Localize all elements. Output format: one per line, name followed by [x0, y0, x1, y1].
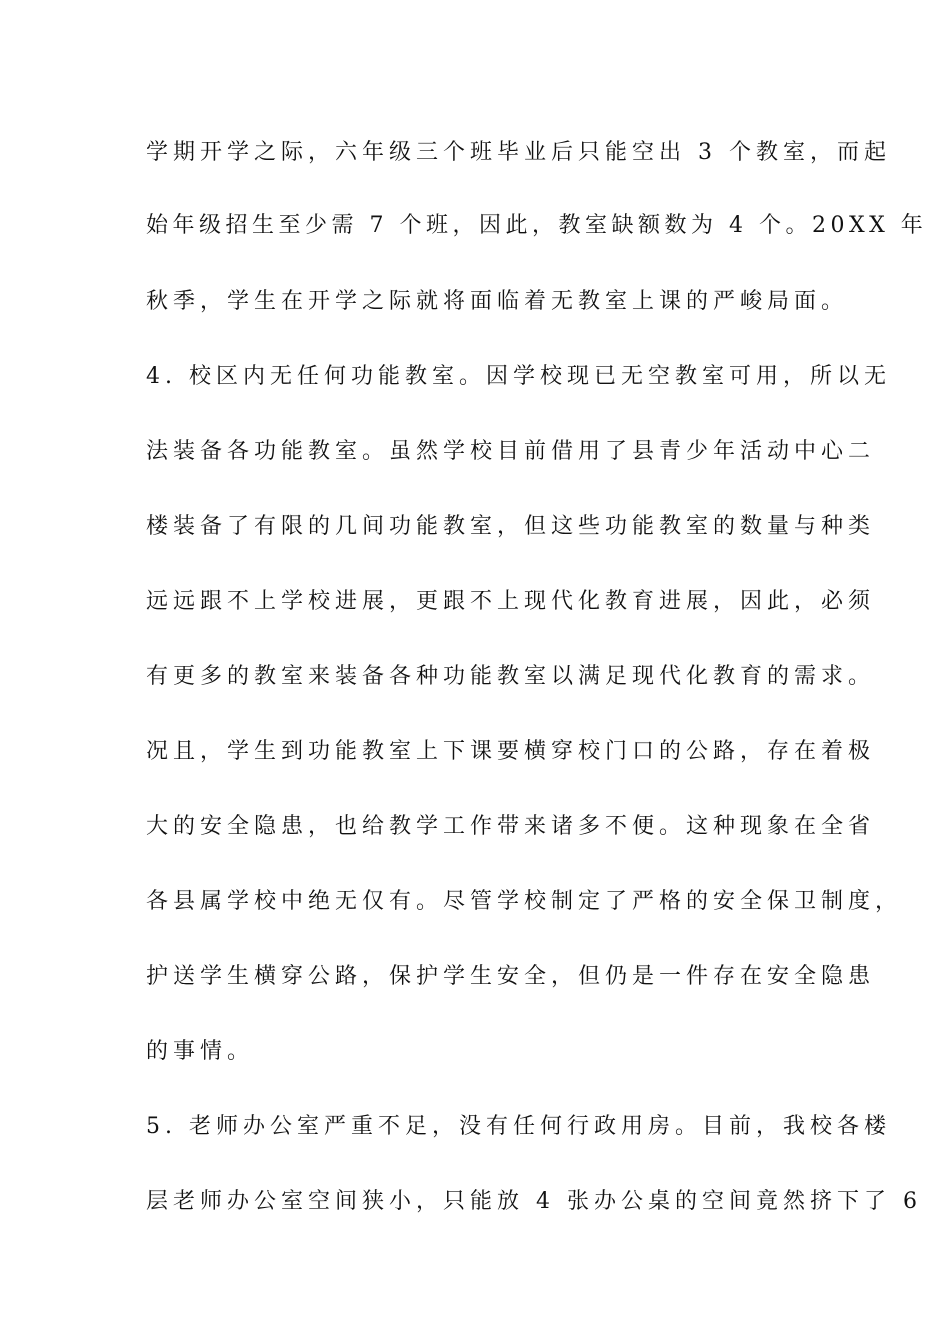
text-line: 学期开学之际，六年级三个班毕业后只能空出 3 个教室，而起 [146, 140, 891, 165]
text-line: 各县属学校中绝无仅有。尽管学校制定了严格的安全保卫制度， [146, 889, 903, 914]
paragraph-5-start: 5. 老师办公室严重不足，没有任何行政用房。目前，我校各楼 [146, 1114, 891, 1139]
text-line: 法装备各功能教室。虽然学校目前借用了县青少年活动中心二 [146, 439, 876, 464]
text-line: 大的安全隐患，也给教学工作带来诸多不便。这种现象在全省 [146, 814, 876, 839]
text-line: 远远跟不上学校进展，更跟不上现代化教育进展，因此，必须 [146, 589, 876, 614]
text-line: 楼装备了有限的几间功能教室，但这些功能教室的数量与种类 [146, 514, 876, 539]
text-line: 有更多的教室来装备各种功能教室以满足现代化教育的需求。 [146, 664, 876, 689]
text-line: 层老师办公室空间狭小，只能放 4 张办公桌的空间竟然挤下了 6 [146, 1189, 922, 1214]
text-line: 护送学生横穿公路，保护学生安全，但仍是一件存在安全隐患 [146, 964, 876, 989]
text-line: 况且，学生到功能教室上下课要横穿校门口的公路，存在着极 [146, 739, 876, 764]
text-line: 的事情。 [146, 1039, 255, 1064]
text-line: 秋季，学生在开学之际就将面临着无教室上课的严峻局面。 [146, 289, 849, 314]
text-line: 始年级招生至少需 7 个班，因此，教室缺额数为 4 个。20XX 年 [146, 213, 928, 238]
paragraph-4-start: 4. 校区内无任何功能教室。因学校现已无空教室可用，所以无 [146, 364, 891, 389]
